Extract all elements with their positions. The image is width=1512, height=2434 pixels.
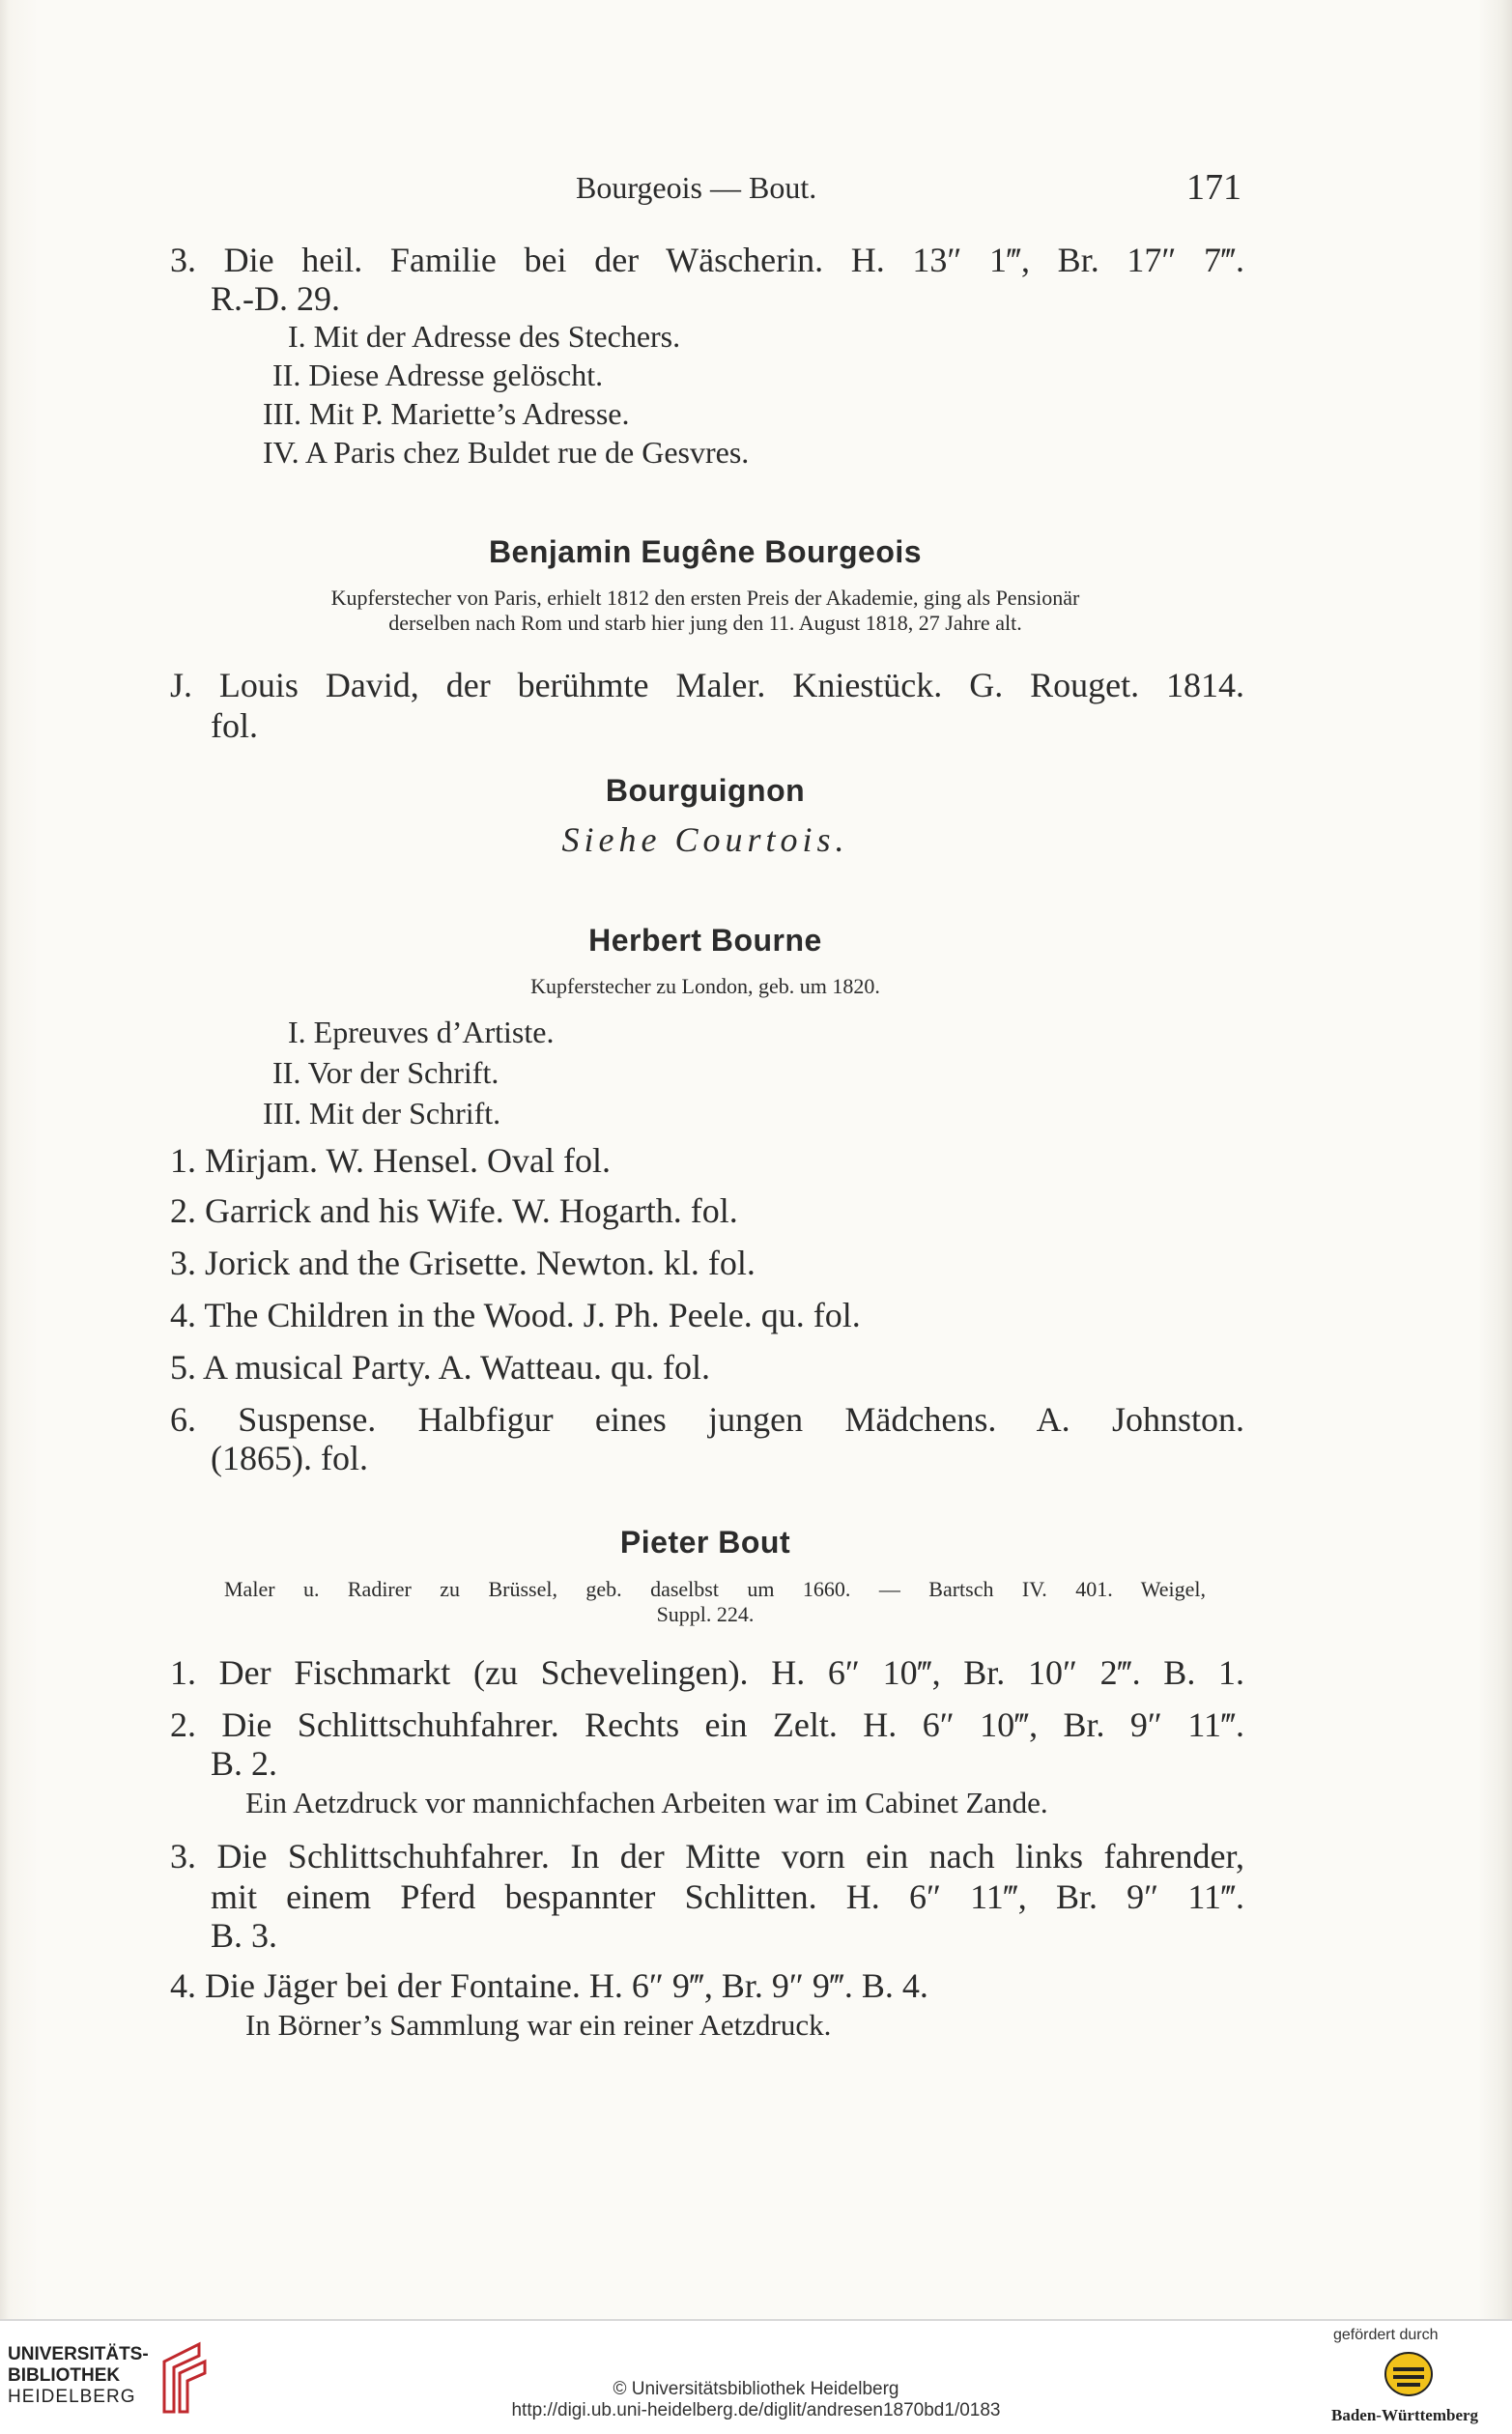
- entry-line: B. 2.: [211, 1744, 278, 1783]
- note-line: Ein Aetzdruck vor mannichfachen Arbeiten war im Cabinet Zande.: [245, 1786, 1048, 1819]
- footer-bar: [0, 2319, 1512, 2434]
- entry-line: mit einem Pferd bespannter Schlitten. H. 6″ 11‴, Br. 9″ 11‴.: [211, 1877, 1244, 1916]
- entry-line: 6. Suspense. Halbfigur eines jungen Mädchens. A. Johnston.: [170, 1400, 1244, 1439]
- state-label: Baden-Württemberg: [1331, 2406, 1479, 2424]
- entry-line: 1. Mirjam. W. Hensel. Oval fol.: [170, 1141, 611, 1180]
- page-number: 171: [1186, 167, 1241, 208]
- entry-line: 2. Die Schlittschuhfahrer. Rechts ein Zelt. H. 6″ 10‴, Br. 9″ 11‴.: [170, 1705, 1244, 1744]
- entry-line: B. 3.: [211, 1916, 278, 1955]
- entry-line: J. Louis David, der berühmte Maler. Kniestück. G. Rouget. 1814.: [170, 666, 1244, 704]
- funding-label: gefördert durch: [1333, 2327, 1439, 2343]
- state-line: I. Mit der Adresse des Stechers.: [288, 319, 681, 354]
- library-line: HEIDELBERG: [8, 2387, 136, 2407]
- bio-line: derselben nach Rom und starb hier jung den 11. August 1818, 27 Jahre alt.: [388, 611, 1022, 635]
- copyright-notice: © Universitätsbibliothek Heidelberg: [613, 2379, 899, 2399]
- running-title: Bourgeois — Bout.: [576, 170, 817, 205]
- entry-line: 1. Der Fischmarkt (zu Schevelingen). H. 6″ 10‴, Br. 10″ 2‴. B. 1.: [170, 1653, 1244, 1692]
- state-line: IV. A Paris chez Buldet rue de Gesvres.: [263, 435, 750, 470]
- permalink[interactable]: http://digi.ub.uni-heidelberg.de/diglit/andresen1870bd1/0183: [511, 2400, 1001, 2420]
- section-heading: Herbert Bourne: [588, 923, 822, 958]
- note-line: In Börner’s Sammlung war ein reiner Aetzdruck.: [245, 2008, 832, 2042]
- entry-line: fol.: [211, 706, 258, 745]
- entry-line: 3. Die heil. Familie bei der Wäscherin. H. 13″ 1‴, Br. 17″ 7‴.: [170, 241, 1244, 279]
- library-line: BIBLIOTHEK: [8, 2365, 121, 2386]
- section-heading: Pieter Bout: [619, 1525, 791, 1560]
- entry-line: 4. Die Jäger bei der Fontaine. H. 6″ 9‴, Br. 9″ 9‴. B. 4.: [170, 1966, 928, 2005]
- state-line: III. Mit P. Mariette’s Adresse.: [263, 396, 630, 431]
- bio-line: Kupferstecher zu London, geb. um 1820.: [530, 974, 880, 998]
- bio-line: Kupferstecher von Paris, erhielt 1812 den ersten Preis der Akademie, ging als Pensionär: [330, 586, 1080, 610]
- entry-line: 3. Jorick and the Grisette. Newton. kl. fol.: [170, 1244, 756, 1282]
- cross-reference: Siehe Courtois.: [561, 820, 849, 859]
- entry-line: (1865). fol.: [211, 1439, 368, 1477]
- state-line: III. Mit der Schrift.: [263, 1096, 501, 1131]
- bio-line: Suppl. 224.: [656, 1602, 755, 1626]
- state-line: I. Epreuves d’Artiste.: [288, 1015, 555, 1049]
- state-line: II. Vor der Schrift.: [272, 1055, 499, 1090]
- section-heading: Bourguignon: [605, 773, 806, 808]
- coat-of-arms-icon: [1382, 2348, 1436, 2400]
- entry-line: R.-D. 29.: [211, 279, 340, 318]
- entry-line: 5. A musical Party. A. Watteau. qu. fol.: [170, 1348, 711, 1387]
- library-line: UNIVERSITÄTS-: [8, 2344, 149, 2364]
- entry-line: 3. Die Schlittschuhfahrer. In der Mitte vorn ein nach links fahrender,: [170, 1837, 1244, 1876]
- state-line: II. Diese Adresse gelöscht.: [272, 358, 604, 392]
- bio-line: Maler u. Radirer zu Brüssel, geb. daselbst um 1660. — Bartsch IV. 401. Weigel,: [224, 1577, 1206, 1601]
- section-heading: Benjamin Eugêne Bourgeois: [488, 534, 923, 569]
- entry-line: 2. Garrick and his Wife. W. Hogarth. fol.: [170, 1191, 738, 1230]
- entry-line: 4. The Children in the Wood. J. Ph. Peele. qu. fol.: [170, 1296, 861, 1334]
